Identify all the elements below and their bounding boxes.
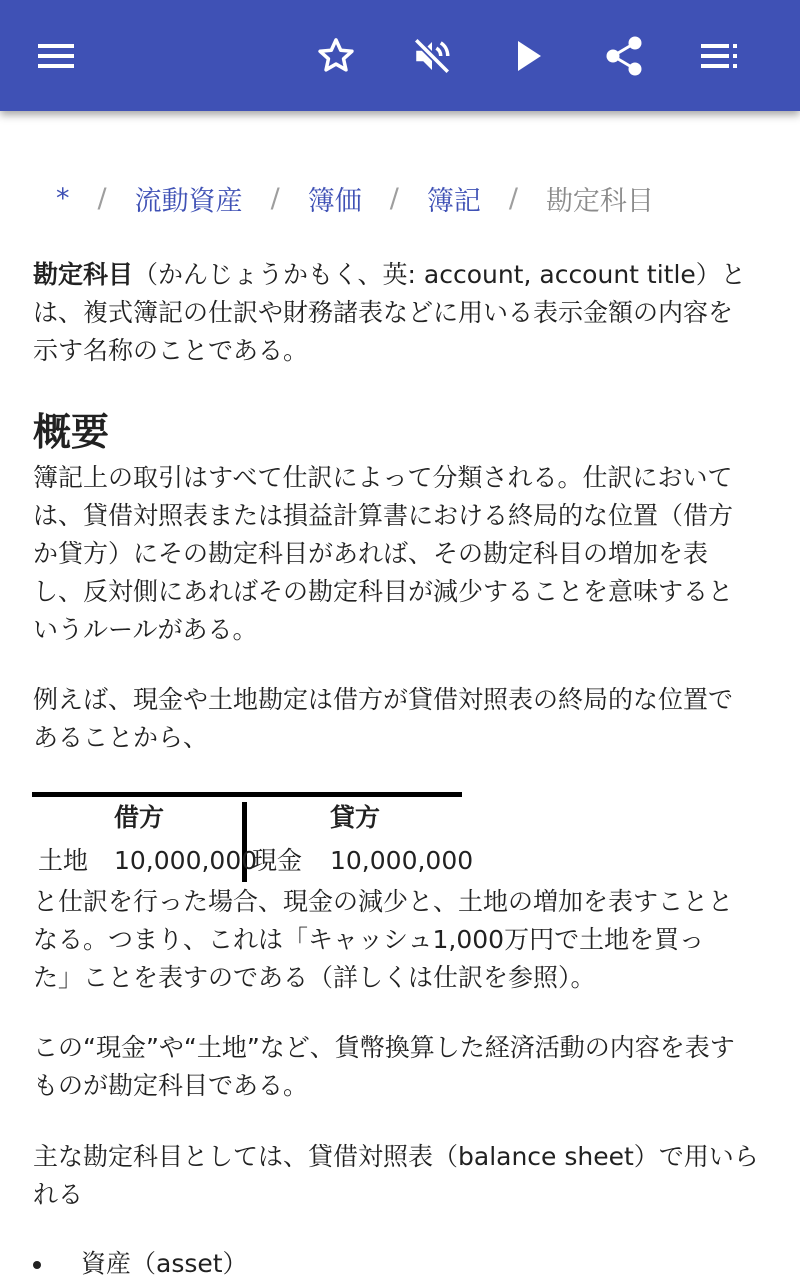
breadcrumb-item-root[interactable]: *	[56, 182, 70, 214]
breadcrumb-separator: /	[389, 182, 399, 214]
play-icon	[514, 39, 544, 73]
mute-button[interactable]	[400, 24, 464, 88]
text-line: は、貸借対照表または損益計算書における終局的な位置（借方	[33, 501, 734, 530]
favorite-button[interactable]	[304, 24, 368, 88]
intro-term: 勘定科目	[33, 260, 134, 289]
account-list	[33, 1245, 248, 1283]
text-line: 簿記上の取引はすべて仕訳によって分類される。仕訳において	[33, 463, 733, 492]
app-toolbar	[0, 0, 800, 111]
breadcrumb-separator: /	[508, 182, 518, 214]
credit-amount: 10,000,000	[330, 846, 474, 875]
breadcrumb-separator: /	[270, 182, 280, 214]
breadcrumb-item-bookkeeping[interactable]: 簿記	[426, 185, 481, 217]
debit-amount: 10,000,000	[114, 846, 258, 875]
overview-paragraph	[33, 459, 768, 649]
text-line: れる	[33, 1180, 84, 1209]
section-heading: 概要	[33, 410, 110, 454]
breadcrumb	[56, 176, 654, 220]
breadcrumb-item-book-value[interactable]: 簿価	[307, 185, 362, 217]
credit-account: 現金	[252, 846, 303, 875]
playlist-icon	[701, 43, 739, 69]
table-of-contents-button[interactable]	[688, 24, 752, 88]
breadcrumb-item-current-assets[interactable]: 流動資産	[134, 185, 243, 217]
text-line: し、反対側にあればその勘定科目が減少することを意味すると	[33, 577, 734, 606]
text-line: 例えば、現金や土地勘定は借方が貸借対照表の終局的な位置で	[33, 685, 734, 714]
intro-line-2: は、複式簿記の仕訳や財務諸表などに用いる表示金額の内容を	[33, 298, 734, 327]
text-line: ものが勘定科目である。	[33, 1071, 309, 1100]
play-button[interactable]	[497, 24, 561, 88]
intro-line-3: 示す名称のことである。	[33, 336, 309, 365]
volume-off-icon	[411, 35, 453, 77]
share-button[interactable]	[592, 24, 656, 88]
star-outline-icon	[315, 35, 357, 77]
bullet-icon	[33, 1261, 41, 1269]
hamburger-menu-icon	[37, 42, 75, 70]
debit-header: 借方	[114, 803, 165, 832]
definition-paragraph	[33, 1029, 768, 1105]
result-paragraph	[33, 883, 768, 997]
text-line: 主な勘定科目としては、貸借対照表（balance sheet）で用いら	[33, 1142, 759, 1171]
text-line: あることから、	[33, 723, 209, 752]
share-icon	[604, 35, 644, 77]
table-top-rule	[32, 792, 462, 797]
list-item-label[interactable]: 資産（asset）	[81, 1249, 248, 1278]
text-line: か貸方）にその勘定科目があれば、その勘定科目の増加を表	[33, 539, 709, 568]
text-line: と仕訳を行った場合、現金の減少と、土地の増加を表すことと	[33, 887, 734, 916]
text-line: なる。つまり、これは「キャッシュ1,000万円で土地を買っ	[33, 925, 705, 954]
intro-line-1: （かんじょうかもく、英: account, account title）と	[133, 260, 746, 289]
list-item	[33, 1245, 248, 1283]
main-accounts-paragraph	[33, 1138, 768, 1214]
intro-paragraph	[33, 256, 768, 370]
example-paragraph	[33, 681, 768, 757]
text-line: いうルールがある。	[33, 615, 258, 644]
breadcrumb-current: 勘定科目	[545, 185, 654, 217]
credit-header: 貸方	[330, 803, 381, 832]
breadcrumb-separator: /	[97, 182, 107, 214]
text-line: た」ことを表すのである（詳しくは仕訳を参照）。	[33, 963, 596, 992]
menu-button[interactable]	[24, 24, 88, 88]
text-line: この“現金”や“土地”など、貨幣換算した経済活動の内容を表す	[33, 1033, 735, 1062]
debit-account: 土地	[38, 846, 89, 875]
